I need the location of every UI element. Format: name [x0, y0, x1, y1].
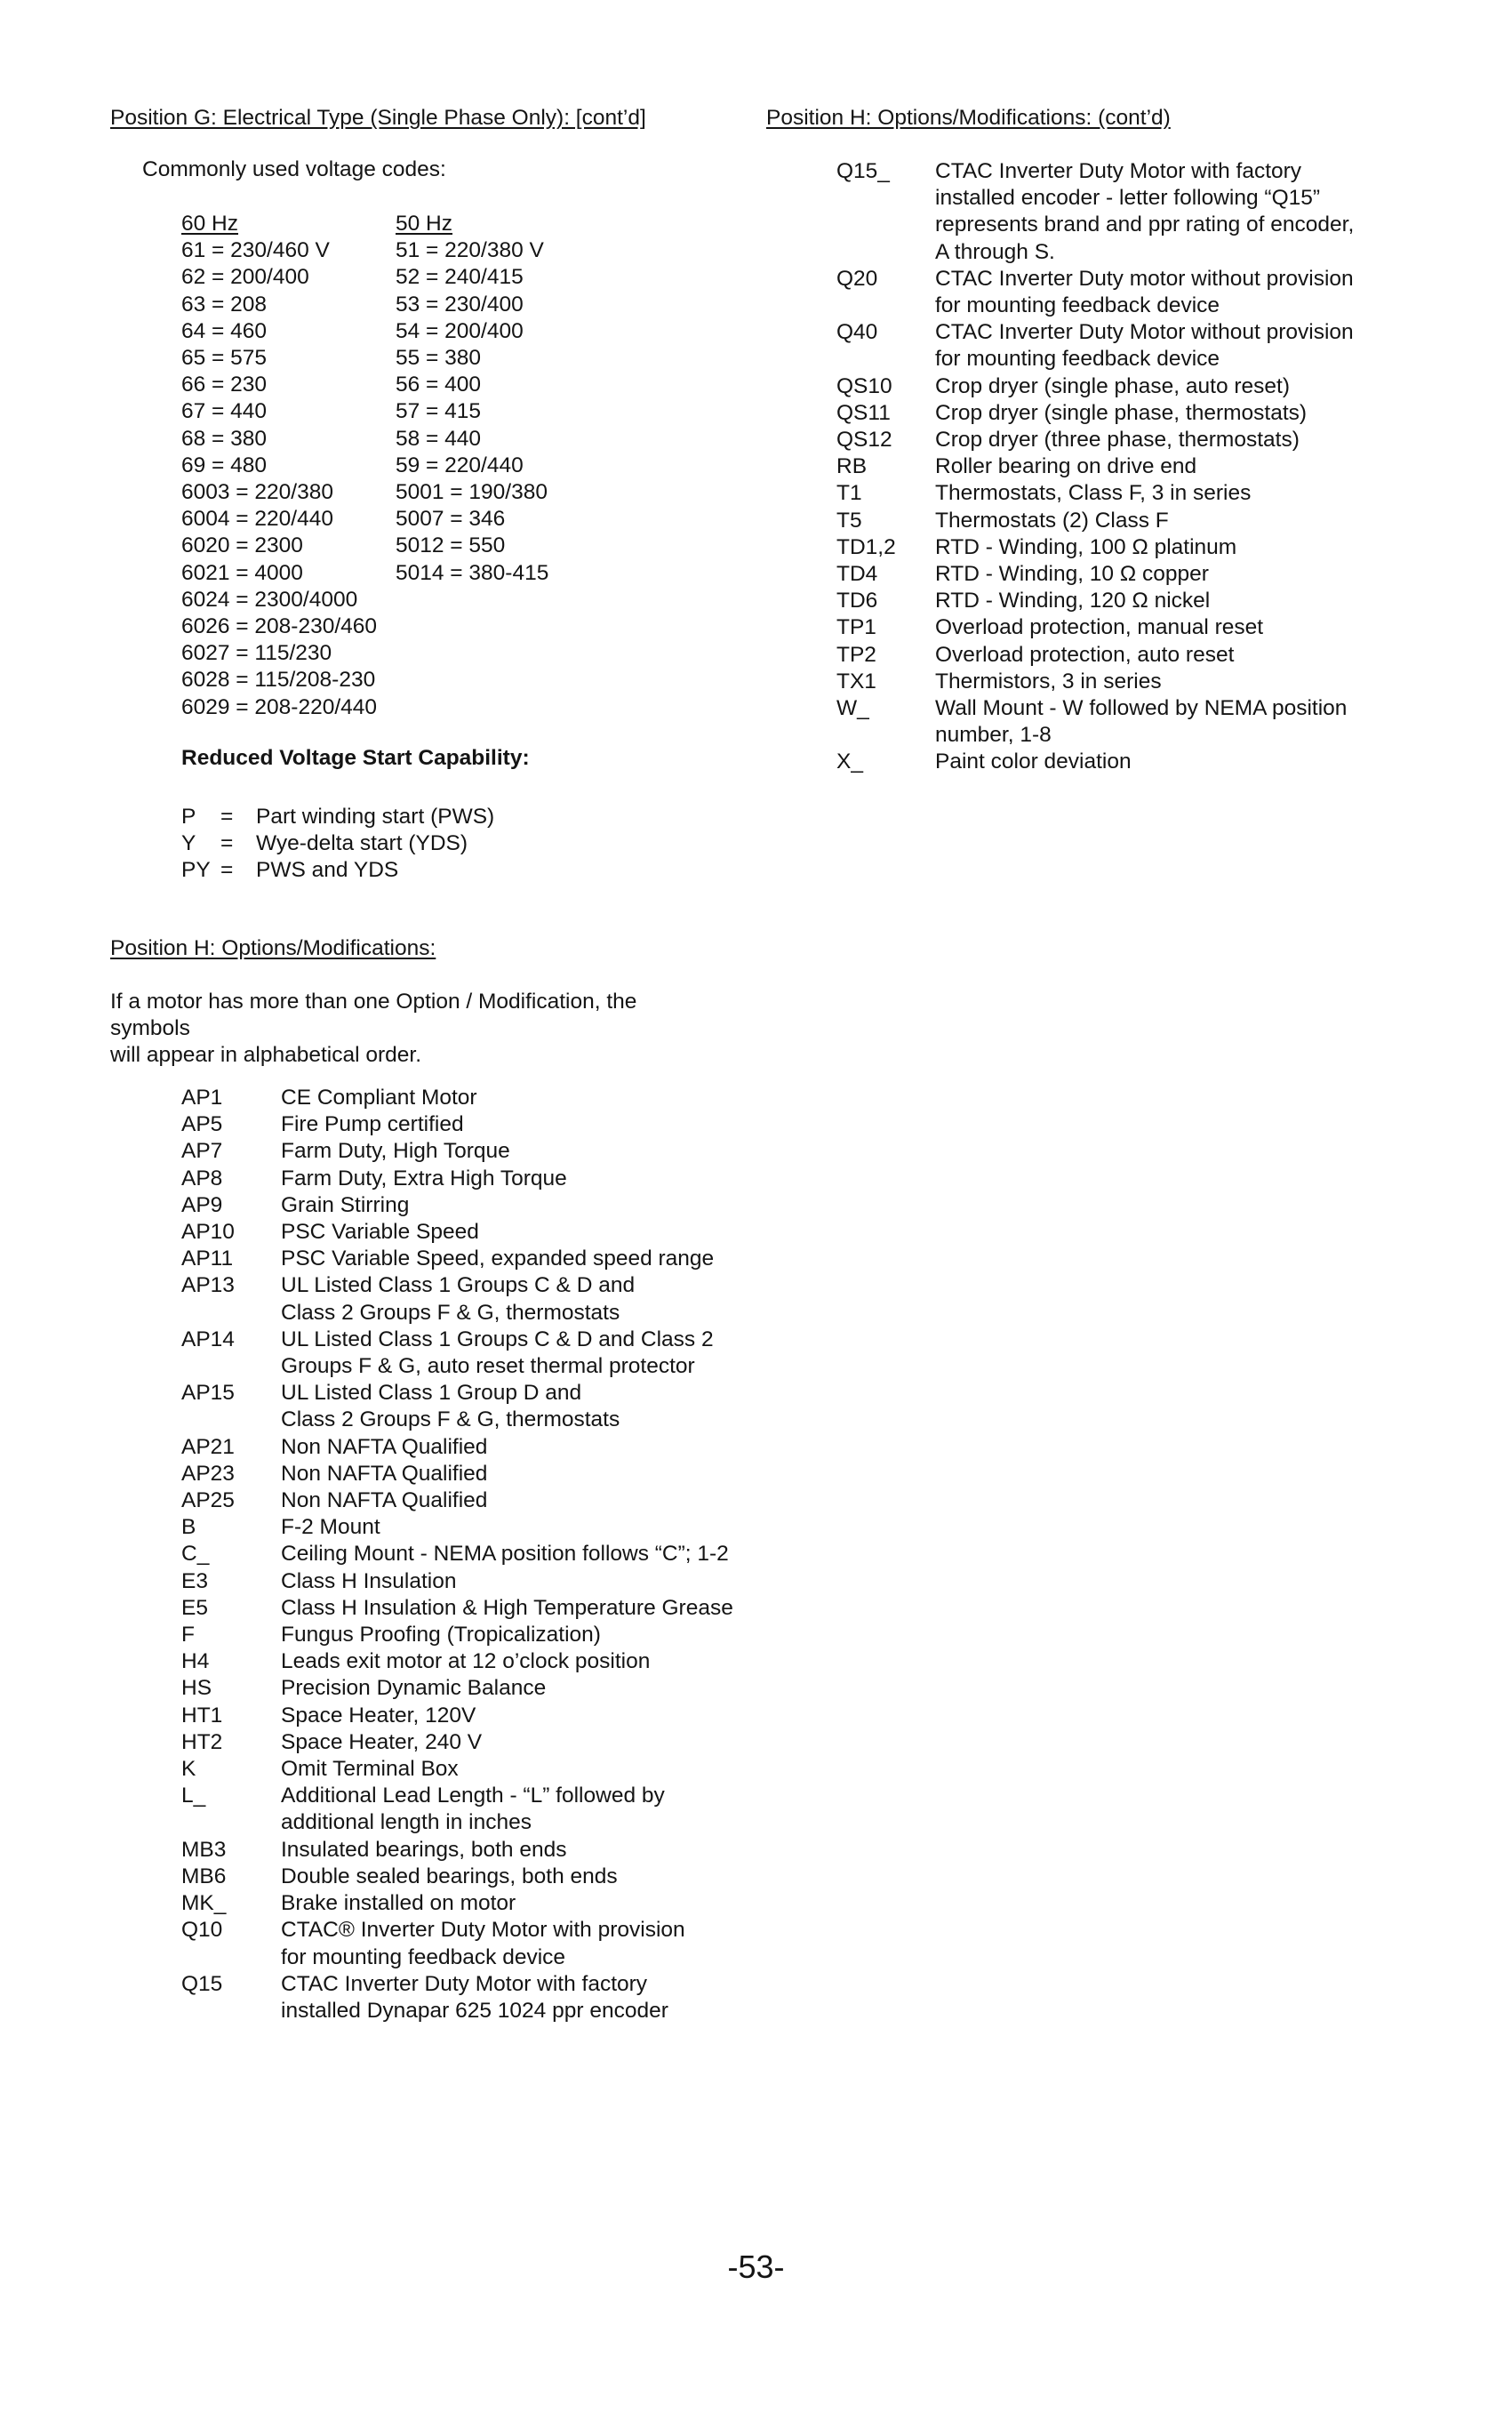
option-description-line: Class 2 Groups F & G, thermostats: [281, 1300, 620, 1325]
option-code: TD4: [836, 562, 878, 587]
voltage-row: [181, 237, 548, 264]
option-description-line: Non NAFTA Qualified: [281, 1461, 488, 1486]
option-description: [935, 642, 1423, 669]
option-description: [935, 453, 1423, 480]
option-description-line: represents brand and ppr rating of encoder,: [935, 212, 1355, 237]
option-row: [836, 749, 1423, 775]
option-code: AP7: [181, 1139, 223, 1164]
voltage-row: [181, 587, 548, 613]
option-description: [281, 1864, 750, 1890]
option-description-line: Class H Insulation: [281, 1568, 457, 1593]
option-row: [181, 1783, 750, 1836]
option-description-line: CTAC Inverter Duty Motor with factory: [281, 1971, 648, 1996]
option-row: [181, 1111, 750, 1138]
option-description: [281, 1541, 750, 1567]
option-description: [281, 1622, 750, 1648]
voltage-60hz: 66 = 230: [181, 373, 268, 397]
option-row: [181, 1219, 750, 1246]
option-row: [836, 373, 1423, 400]
option-row: [181, 1327, 750, 1380]
option-description: [281, 1111, 750, 1138]
voltage-60hz: 6020 = 2300: [181, 533, 303, 558]
option-description: [281, 1487, 750, 1514]
option-description: [281, 1756, 750, 1783]
voltage-row: [181, 345, 548, 372]
page-number: -53-: [727, 2249, 785, 2285]
voltage-60hz: 69 = 480: [181, 453, 268, 477]
option-row: [181, 1837, 750, 1864]
option-description-line: UL Listed Class 1 Groups C & D and: [281, 1273, 636, 1298]
option-description-line: Class H Insulation & High Temperature Grease: [281, 1595, 733, 1620]
option-code: AP23: [181, 1461, 235, 1486]
option-description-line: for mounting feedback device: [935, 293, 1220, 318]
option-code: AP13: [181, 1273, 235, 1298]
voltage-50hz: 59 = 220/440: [396, 453, 524, 477]
option-description: [281, 1272, 750, 1326]
option-description: [281, 1461, 750, 1487]
option-row: [181, 1487, 750, 1514]
option-code: QS10: [836, 373, 892, 398]
option-description-line: Precision Dynamic Balance: [281, 1676, 547, 1701]
option-code: QS12: [836, 428, 892, 453]
voltage-row: [181, 264, 548, 291]
option-code: TD1,2: [836, 534, 896, 559]
option-row: [836, 266, 1423, 319]
option-code: TD6: [836, 589, 878, 613]
option-description: [281, 1675, 750, 1702]
option-row: [181, 1541, 750, 1567]
option-description: [281, 1890, 750, 1917]
option-code: TP1: [836, 615, 876, 640]
voltage-row: [181, 533, 548, 559]
option-row: [836, 588, 1423, 614]
intro-line-1: If a motor has more than one Option / Modification, the: [110, 990, 637, 1014]
reduced-voltage-row: [181, 830, 494, 857]
option-description-line: Thermistors, 3 in series: [935, 669, 1162, 693]
option-description-line: Ceiling Mount - NEMA position follows “C”; 1-2: [281, 1542, 729, 1567]
option-description-line: Space Heater, 240 V: [281, 1729, 483, 1754]
option-description-line: Non NAFTA Qualified: [281, 1488, 488, 1513]
option-description-line: Brake installed on motor: [281, 1891, 516, 1916]
option-code: W_: [836, 696, 869, 721]
option-row: [836, 669, 1423, 695]
option-row: [181, 1380, 750, 1433]
option-description-line: for mounting feedback device: [281, 1944, 566, 1969]
voltage-row: [181, 667, 548, 693]
option-code: AP14: [181, 1327, 235, 1351]
option-code: HS: [181, 1676, 212, 1701]
option-description: [935, 749, 1423, 775]
voltage-row: [181, 506, 548, 533]
option-code: B: [181, 1515, 196, 1540]
voltage-rows: [181, 237, 548, 721]
option-row: [836, 642, 1423, 669]
option-code: Q10: [181, 1918, 223, 1943]
voltage-50hz: 58 = 440: [396, 426, 482, 451]
option-description-line: A through S.: [935, 239, 1055, 264]
option-row: [836, 695, 1423, 749]
option-code: MB3: [181, 1837, 227, 1862]
option-description-line: Double sealed bearings, both ends: [281, 1864, 618, 1888]
voltage-60hz: 6027 = 115/230: [181, 641, 332, 666]
voltage-60hz: 61 = 230/460 V: [181, 238, 330, 263]
voltage-50hz: 5001 = 190/380: [396, 480, 548, 505]
option-description-line: Class 2 Groups F & G, thermostats: [281, 1407, 620, 1432]
header-50hz: 50 Hz: [396, 212, 453, 236]
option-code: AP9: [181, 1192, 223, 1217]
voltage-60hz: 6021 = 4000: [181, 560, 303, 585]
voltage-50hz: 5007 = 346: [396, 507, 506, 532]
intro-line-2: symbols: [110, 1016, 190, 1041]
option-row: [836, 319, 1423, 373]
reduced-voltage-heading: Reduced Voltage Start Capability:: [181, 746, 530, 770]
voltage-50hz: 5014 = 380-415: [396, 560, 549, 585]
option-row: [181, 1729, 750, 1756]
option-description: [281, 1085, 750, 1111]
option-description: [281, 1138, 750, 1165]
option-code: TP2: [836, 642, 876, 667]
option-description: [281, 1192, 750, 1219]
option-description-line: Thermostats (2) Class F: [935, 508, 1169, 533]
option-description: [935, 266, 1423, 319]
option-code: Q15: [181, 1971, 223, 1996]
option-row: [181, 1246, 750, 1272]
option-description: [935, 400, 1423, 427]
option-row: [181, 1514, 750, 1541]
rv-description: Part winding start (PWS): [256, 805, 495, 829]
option-row: [181, 1648, 750, 1675]
option-row: [836, 614, 1423, 641]
voltage-60hz: 62 = 200/400: [181, 265, 309, 290]
option-description: [281, 1648, 750, 1675]
option-description-line: Crop dryer (single phase, thermostats): [935, 400, 1308, 425]
option-description-line: installed Dynapar 625 1024 ppr encoder: [281, 1998, 668, 2023]
option-row: [181, 1595, 750, 1622]
option-code: MB6: [181, 1864, 227, 1888]
option-description: [281, 1380, 750, 1433]
option-row: [181, 1864, 750, 1890]
option-description-line: CE Compliant Motor: [281, 1086, 477, 1110]
voltage-row: [181, 479, 548, 506]
option-description-line: Farm Duty, High Torque: [281, 1139, 510, 1164]
option-code: Q40: [836, 320, 878, 345]
header-60hz: 60 Hz: [181, 212, 239, 236]
option-row: [181, 1890, 750, 1917]
option-description: [281, 1166, 750, 1192]
rv-equals: =: [220, 805, 234, 829]
option-description: [935, 534, 1423, 561]
voltage-60hz: 6004 = 220/440: [181, 507, 333, 532]
voltage-60hz: 64 = 460: [181, 318, 268, 343]
voltage-60hz: 67 = 440: [181, 399, 268, 424]
voltage-50hz: 57 = 415: [396, 399, 482, 424]
option-description: [935, 561, 1423, 588]
option-description: [281, 1514, 750, 1541]
option-description-line: for mounting feedback device: [935, 347, 1220, 372]
option-description: [281, 1327, 750, 1380]
voltage-row: [181, 613, 548, 640]
option-code: TX1: [836, 669, 876, 693]
option-description-line: installed encoder - letter following “Q15”: [935, 186, 1321, 211]
heading-position-g: Position G: Electrical Type (Single Phase Only): [cont’d]: [110, 106, 646, 130]
option-code: X_: [836, 750, 863, 774]
option-row: [836, 158, 1423, 266]
option-description-line: Omit Terminal Box: [281, 1757, 459, 1782]
option-row: [836, 561, 1423, 588]
voltage-60hz: 63 = 208: [181, 292, 268, 317]
option-description-line: Wall Mount - W followed by NEMA position: [935, 696, 1348, 721]
option-description-line: Non NAFTA Qualified: [281, 1434, 488, 1459]
option-code: AP10: [181, 1220, 235, 1245]
option-description: [281, 1246, 750, 1272]
voltage-50hz: 54 = 200/400: [396, 318, 524, 343]
option-description-line: Crop dryer (single phase, auto reset): [935, 373, 1290, 398]
voltage-50hz: 51 = 220/380 V: [396, 238, 544, 263]
option-description-line: Additional Lead Length - “L” followed by: [281, 1784, 665, 1808]
option-code: HT1: [181, 1703, 223, 1728]
option-description-line: Fire Pump certified: [281, 1112, 464, 1137]
option-description-line: Farm Duty, Extra High Torque: [281, 1166, 567, 1190]
option-row: [181, 1971, 750, 2024]
option-description: [281, 1917, 750, 1970]
option-code: Q20: [836, 266, 878, 291]
option-description-line: F-2 Mount: [281, 1515, 380, 1540]
rv-equals: =: [220, 858, 234, 883]
option-description-line: Roller bearing on drive end: [935, 454, 1197, 479]
voltage-60hz: 6026 = 208-230/460: [181, 614, 378, 639]
voltage-row: [181, 453, 548, 479]
voltage-60hz: 6024 = 2300/4000: [181, 587, 358, 612]
option-row: [181, 1166, 750, 1192]
option-code: AP5: [181, 1112, 223, 1137]
option-description-line: Paint color deviation: [935, 750, 1132, 774]
voltage-row: [181, 694, 548, 721]
option-code: L_: [181, 1784, 206, 1808]
option-code: MK_: [181, 1891, 227, 1916]
option-description-line: Leads exit motor at 12 o’clock position: [281, 1649, 651, 1674]
option-description: [935, 373, 1423, 400]
rv-description: PWS and YDS: [256, 858, 399, 883]
voltage-row: [181, 426, 548, 453]
option-description: [281, 1219, 750, 1246]
option-code: C_: [181, 1542, 210, 1567]
option-row: [181, 1568, 750, 1595]
voltage-50hz: 55 = 380: [396, 346, 482, 371]
option-description: [281, 1837, 750, 1864]
option-code: AP11: [181, 1247, 234, 1271]
option-row: [181, 1272, 750, 1326]
voltage-60hz: 65 = 575: [181, 346, 268, 371]
option-code: HT2: [181, 1729, 223, 1754]
voltage-row: [181, 372, 548, 398]
reduced-voltage-list: [181, 804, 494, 885]
option-description-line: Grain Stirring: [281, 1192, 410, 1217]
option-code: H4: [181, 1649, 210, 1674]
voltage-table: [181, 211, 548, 721]
options-list-left: [181, 1085, 750, 2024]
option-description: [281, 1783, 750, 1836]
option-code: F: [181, 1623, 195, 1647]
option-row: [836, 427, 1423, 453]
option-description-line: number, 1-8: [935, 723, 1052, 748]
option-row: [181, 1461, 750, 1487]
option-code: QS11: [836, 400, 891, 425]
option-code: K: [181, 1757, 196, 1782]
option-description-line: Fungus Proofing (Tropicalization): [281, 1623, 601, 1647]
option-row: [181, 1703, 750, 1729]
option-row: [181, 1756, 750, 1783]
voltage-50hz: 5012 = 550: [396, 533, 506, 558]
option-description-line: CTAC Inverter Duty motor without provision: [935, 266, 1354, 291]
option-description-line: additional length in inches: [281, 1810, 532, 1835]
option-code: AP8: [181, 1166, 223, 1190]
reduced-voltage-row: [181, 857, 494, 884]
voltage-50hz: 52 = 240/415: [396, 265, 524, 290]
option-description: [935, 588, 1423, 614]
option-description: [281, 1971, 750, 2024]
option-row: [836, 453, 1423, 480]
option-code: T1: [836, 481, 862, 506]
rv-code: PY: [181, 858, 211, 883]
option-description-line: Overload protection, auto reset: [935, 642, 1235, 667]
option-description: [935, 158, 1423, 266]
option-code: E5: [181, 1595, 208, 1620]
voltage-row: [181, 560, 548, 587]
option-description-line: RTD - Winding, 100 Ω platinum: [935, 534, 1237, 559]
option-description-line: PSC Variable Speed, expanded speed range: [281, 1247, 715, 1271]
option-description: [935, 614, 1423, 641]
rv-description: Wye-delta start (YDS): [256, 831, 468, 856]
voltage-50hz: 53 = 230/400: [396, 292, 524, 317]
option-code: T5: [836, 508, 862, 533]
option-description: [935, 695, 1423, 749]
option-row: [181, 1622, 750, 1648]
option-description: [281, 1703, 750, 1729]
voltage-row: [181, 398, 548, 425]
voltage-60hz: 68 = 380: [181, 426, 268, 451]
option-description-line: PSC Variable Speed: [281, 1220, 479, 1245]
reduced-voltage-row: [181, 804, 494, 830]
option-description-line: CTAC® Inverter Duty Motor with provision: [281, 1918, 685, 1943]
voltage-60hz: 6028 = 115/208-230: [181, 668, 376, 693]
option-code: AP21: [181, 1434, 235, 1459]
option-description-line: Groups F & G, auto reset thermal protector: [281, 1354, 695, 1379]
option-description: [935, 508, 1423, 534]
heading-position-h: Position H: Options/Modifications:: [110, 936, 436, 960]
voltage-table-header: [181, 211, 548, 237]
option-description-line: CTAC Inverter Duty Motor without provision: [935, 320, 1354, 345]
option-row: [181, 1085, 750, 1111]
option-description-line: RTD - Winding, 10 Ω copper: [935, 562, 1209, 587]
option-description: [935, 669, 1423, 695]
option-description: [281, 1595, 750, 1622]
option-row: [181, 1917, 750, 1970]
option-row: [836, 480, 1423, 507]
option-description-line: UL Listed Class 1 Groups C & D and Class 2: [281, 1327, 714, 1351]
option-description-line: CTAC Inverter Duty Motor with factory: [935, 159, 1302, 183]
voltage-row: [181, 292, 548, 318]
option-row: [836, 534, 1423, 561]
option-code: AP15: [181, 1381, 235, 1406]
option-description-line: Crop dryer (three phase, thermostats): [935, 428, 1300, 453]
option-row: [181, 1138, 750, 1165]
option-description: [935, 319, 1423, 373]
common-voltage-label: Commonly used voltage codes:: [142, 157, 446, 181]
voltage-row: [181, 318, 548, 345]
option-description: [281, 1434, 750, 1461]
option-description: [281, 1568, 750, 1595]
option-code: RB: [836, 454, 868, 479]
voltage-row: [181, 640, 548, 667]
heading-position-h-cont: Position H: Options/Modifications: (cont’d): [766, 106, 1171, 130]
option-description-line: Insulated bearings, both ends: [281, 1837, 567, 1862]
rv-equals: =: [220, 831, 234, 856]
intro-line-3: will appear in alphabetical order.: [110, 1043, 422, 1068]
option-row: [181, 1434, 750, 1461]
intro-paragraph: [110, 989, 636, 1070]
option-row: [181, 1192, 750, 1219]
option-code: Q15_: [836, 159, 890, 183]
option-code: AP25: [181, 1488, 235, 1513]
options-list-right: [836, 158, 1423, 776]
option-description-line: RTD - Winding, 120 Ω nickel: [935, 589, 1211, 613]
option-description: [935, 480, 1423, 507]
option-row: [181, 1675, 750, 1702]
option-description-line: Overload protection, manual reset: [935, 615, 1264, 640]
option-code: AP1: [181, 1086, 223, 1110]
option-row: [836, 508, 1423, 534]
voltage-60hz: 6029 = 208-220/440: [181, 694, 378, 719]
option-description: [935, 427, 1423, 453]
option-code: E3: [181, 1568, 208, 1593]
option-description-line: Space Heater, 120V: [281, 1703, 476, 1728]
rv-code: Y: [181, 831, 196, 856]
voltage-60hz: 6003 = 220/380: [181, 480, 333, 505]
rv-code: P: [181, 805, 196, 829]
option-description-line: Thermostats, Class F, 3 in series: [935, 481, 1252, 506]
option-description: [281, 1729, 750, 1756]
option-description-line: UL Listed Class 1 Group D and: [281, 1381, 582, 1406]
option-row: [836, 400, 1423, 427]
voltage-50hz: 56 = 400: [396, 373, 482, 397]
